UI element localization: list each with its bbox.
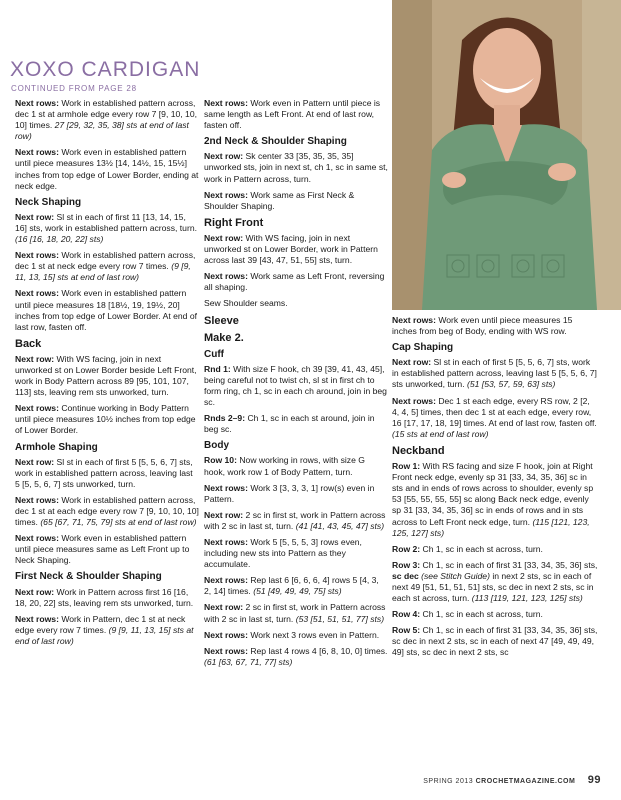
- instruction-paragraph: Next rows: Work even in established pattern until piece measures 18 [18½, 19, 19½, 20] inches from top edge of Lower Border. At end of last row, fasten off.: [15, 288, 198, 332]
- pattern-title: XOXO CARDIGAN: [10, 58, 201, 81]
- instruction-paragraph: Next rows: Work even in established pattern until piece measures same as Left Front up to Neck Shaping.: [15, 533, 190, 566]
- instruction-paragraph: Next row: Sl st in each of first 5 [5, 5, 6, 7] sts, work in established pattern across, leaving last 5 [5, 5, 6, 7] sts unworked, turn.: [15, 456, 193, 489]
- instruction-paragraph: Next rows: Rep last 6 [6, 6, 6, 4] rows 5 [4, 3, 2, 14] times. (51 [49, 49, 49, 75] sts): [204, 575, 379, 597]
- instruction-paragraph: Row 2: Ch 1, sc in each st across, turn.: [392, 543, 543, 554]
- issue-label: SPRING 2013: [423, 778, 474, 785]
- instruction-paragraph: Next row: Sk center 33 [35, 35, 35, 35] unworked sts, join in next st, ch 1, sc in same st, work in Pattern across, turn.: [204, 151, 388, 184]
- instruction-paragraph: Row 1: With RS facing and size F hook, join at Right Front neck edge, evenly sp 31 [33, 34, 35, 36] sc in sts and in ends of rows across to shoulder, evenly sp 53 [55, 55, 55, 55] sc along Back neck edge, evenly sp 31 [33, 34, 35, 36] sc in ends of rows and in sts across to Left Front neck edge, turn. (115 [121, 123, 125, 127] sts): [392, 461, 594, 538]
- instruction-paragraph: Next row: Work in Pattern across first 16 [16, 18, 20, 22] sts, leaving rem sts unworked, turn.: [15, 586, 194, 608]
- instruction-paragraph: Next rows: Work next 3 rows even in Pattern.: [204, 629, 380, 640]
- instruction-paragraph: Next rows: Work in established pattern across, dec 1 st at armhole edge every row 7 [9, 10, 10, 10] times. 27 [29, 32, 35, 38] sts at end of last row): [15, 98, 198, 142]
- instruction-paragraph: Next rows: Work 3 [3, 3, 3, 1] row(s) even in Pattern.: [204, 482, 375, 504]
- instruction-paragraph: Next rows: Work same as First Neck & Shoulder Shaping.: [204, 189, 355, 211]
- instruction-paragraph: Row 10: Now working in rows, with size G hook, work row 1 of Body Pattern, turn.: [204, 455, 365, 477]
- page-number: 99: [587, 774, 601, 786]
- section-heading: Cap Shaping: [392, 342, 454, 354]
- instruction-paragraph: Next row: 2 sc in first st, work in Pattern across with 2 sc in last st, turn. (53 [51, 51, 51, 77] sts): [204, 602, 386, 624]
- section-heading: Neck Shaping: [15, 196, 82, 208]
- instruction-paragraph: Row 5: Ch 1, sc in each of first 31 [33, 34, 35, 36] sts, sc dec in next 2 sts, sc in each of next 47 [49, 49, 49, 49] sts, sc dec in next 2 sts, sc: [392, 625, 598, 658]
- section-heading: 2nd Neck & Shoulder Shaping: [204, 136, 347, 148]
- instruction-paragraph: Next rows: Work in established pattern across, dec 1 st at each edge every row 7 [9, 10, 10, 10] times. (65 [67, 71, 75, 79] sts at end of last row): [15, 494, 199, 528]
- instruction-paragraph: Next rows: Dec 1 st each edge, every RS row, 2 [2, 4, 4, 5] times, then dec 1 st at each edge, every row, 16 [17, 17, 18, 19] times. At end of last row, fasten off. (15 sts at end of last row): [392, 395, 597, 439]
- page-footer: [423, 774, 601, 786]
- cardigan-photo: [392, 0, 621, 310]
- column-3: [392, 315, 598, 664]
- instruction-paragraph: Rnd 1: With size F hook, ch 39 [39, 41, 43, 45], being careful not to twist ch, sl st in first ch to form ring, ch 1, sc in each ch around, join in beg sc.: [204, 363, 387, 408]
- instruction-paragraph: Next rows: Work in Pattern, dec 1 st at neck edge every row 7 times. (9 [9, 11, 13, 15] sts at end of last row): [15, 613, 194, 646]
- instruction-paragraph: Next rows: Rep last 4 rows 4 [6, 8, 10, 0] times. (61 [63, 67, 71, 77] sts): [204, 645, 388, 667]
- section-heading: Armhole Shaping: [15, 441, 98, 453]
- instruction-paragraph: Next row: With WS facing, join in next unworked st on Lower Border, work in Pattern across last 39 [43, 47, 51, 55] sts, turn.: [204, 232, 378, 266]
- instruction-paragraph: Next rows: Work even in Pattern until piece is same length as Left Front. At end of last row, fasten off.: [204, 98, 381, 131]
- section-heading: Make 2.: [204, 331, 244, 344]
- section-heading: Cuff: [204, 348, 224, 360]
- section-heading: Right Front: [204, 216, 264, 229]
- instruction-paragraph: Row 3: Ch 1, sc in each of first 31 [33, 34, 35, 36] sts, sc dec (see Stitch Guide) in next 2 sts, sc in each of next 49 [51, 51, 51, 51] sts, sc dec in next 2 sts, sc in each st across, turn. (113 [119, 121, 123, 125] sts): [392, 559, 598, 604]
- instruction-paragraph: Next rows: Continue working in Body Pattern until piece measures 10½ inches from top edge of Lower Border.: [15, 403, 196, 436]
- instruction-paragraph: Next rows: Work even until piece measures 15 inches from beg of Body, ending with WS row.: [392, 315, 573, 337]
- instruction-paragraph: Next row: Sl st in each of first 11 [13, 14, 15, 16] sts, work in established pattern across, turn. (16 [16, 18, 20, 22] sts): [15, 211, 197, 245]
- continued-note: CONTINUED FROM PAGE 28: [11, 84, 137, 93]
- instruction-paragraph: Next row: Sl st in each of first 5 [5, 5, 6, 7] sts, work in established pattern across, leaving last 5 [5, 5, 6, 7] sts unworked, turn. (51 [53, 57, 59, 63] sts): [392, 357, 597, 390]
- instruction-paragraph: Next row: With WS facing, join in next unworked st on Lower Border beside Left Front, work in Body Pattern across 89 [95, 101, 107, 113] sts, leaving rem sts unworked, turn.: [15, 353, 197, 398]
- instruction-paragraph: Next rows: Work even in established pattern until piece measures 13½ [14, 14½, 15, 15½] inches from top edge of Lower Border, ending at neck edge.: [15, 147, 199, 191]
- section-heading: First Neck & Shoulder Shaping: [15, 571, 162, 583]
- instruction-paragraph: Row 4: Ch 1, sc in each st across, turn.: [392, 609, 543, 620]
- instruction-paragraph: Next rows: Work in established pattern across, dec 1 st at neck edge every row 7 times. (9 [9, 11, 13, 15] sts at end of last row): [15, 250, 196, 283]
- column-2: [204, 98, 388, 673]
- section-heading: Back: [15, 337, 42, 350]
- instruction-paragraph: Next rows: Work same as Left Front, reversing all shaping.: [204, 271, 385, 293]
- model-illustration: [392, 0, 621, 310]
- section-heading: Body: [204, 440, 229, 452]
- instruction-paragraph: Next rows: Work 5 [5, 5, 5, 3] rows even, including new sts into Pattern as they accumulate.: [204, 537, 362, 570]
- section-heading: Sleeve: [204, 314, 239, 327]
- instruction-paragraph: Rnds 2–9: Ch 1, sc in each st around, join in beg sc.: [204, 413, 375, 435]
- instruction-paragraph: Sew Shoulder seams.: [204, 298, 288, 309]
- section-heading: Neckband: [392, 444, 445, 457]
- instruction-paragraph: Next row: 2 sc in first st, work in Pattern across with 2 sc in last st, turn. (41 [41, 43, 45, 47] sts): [204, 509, 386, 531]
- column-1: [15, 98, 199, 652]
- site-label: CROCHETMAGAZINE.COM: [475, 778, 576, 785]
